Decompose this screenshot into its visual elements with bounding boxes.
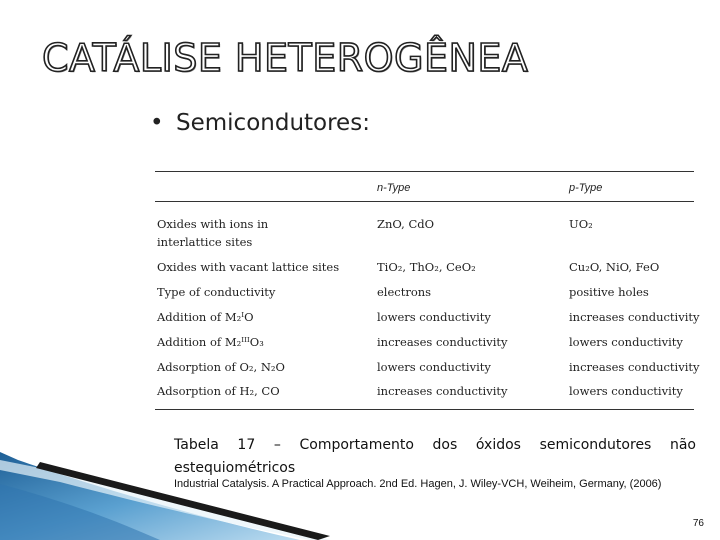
cell-p-type: positive holes	[569, 285, 649, 299]
reference-text: Industrial Catalysis. A Practical Approach. 2nd Ed. Hagen, J. Wiley-VCH, Weiheim, Germany, (2006)	[174, 478, 662, 490]
cell-n-type: increases conductivity	[377, 335, 508, 349]
cell-property: Oxides with vacant lattice sites	[157, 260, 340, 274]
table-caption-line2: estequiométricos	[174, 460, 296, 476]
cell-property: Addition of M₂ᴵᴵᴵO₃	[157, 335, 264, 349]
header-n-type: n-Type	[377, 182, 411, 194]
cell-n-type: lowers conductivity	[377, 310, 491, 324]
cell-property: Adsorption of O₂, N₂O	[157, 360, 285, 374]
cell-n-type: TiO₂, ThO₂, CeO₂	[377, 260, 476, 274]
cell-n-type: ZnO, CdO	[377, 217, 435, 231]
cell-p-type: Cu₂O, NiO, FeO	[569, 260, 660, 274]
cell-n-type: lowers conductivity	[377, 360, 491, 374]
header-p-type: p-Type	[569, 182, 603, 194]
table-caption-line1: Tabela 17 – Comportamento dos óxidos semicondutores não	[174, 437, 696, 453]
cell-property: Adsorption of H₂, CO	[157, 384, 280, 398]
cell-p-type: lowers conductivity	[569, 384, 683, 398]
cell-n-type: electrons	[377, 285, 432, 299]
cell-property: Oxides with ions in	[157, 217, 269, 231]
cell-property: interlattice sites	[157, 235, 253, 249]
table-header-rule	[155, 201, 694, 202]
bullet-item	[150, 110, 370, 136]
bullet-text: Semicondutores:	[176, 110, 370, 136]
cell-p-type: lowers conductivity	[569, 335, 683, 349]
cell-p-type: UO₂	[569, 217, 593, 231]
page-number: 76	[692, 518, 704, 529]
cell-n-type: increases conductivity	[377, 384, 508, 398]
cell-property: Addition of M₂ᴵO	[157, 310, 254, 324]
slide-title: CATÁLISE HETEROGÊNEA	[42, 36, 529, 80]
cell-p-type: increases conductivity	[569, 360, 700, 374]
bullet-mark-icon: •	[150, 110, 164, 136]
cell-property: Type of conductivity	[157, 285, 276, 299]
table-top-rule	[155, 171, 694, 172]
cell-p-type: increases conductivity	[569, 310, 700, 324]
table-bottom-rule	[155, 409, 694, 410]
